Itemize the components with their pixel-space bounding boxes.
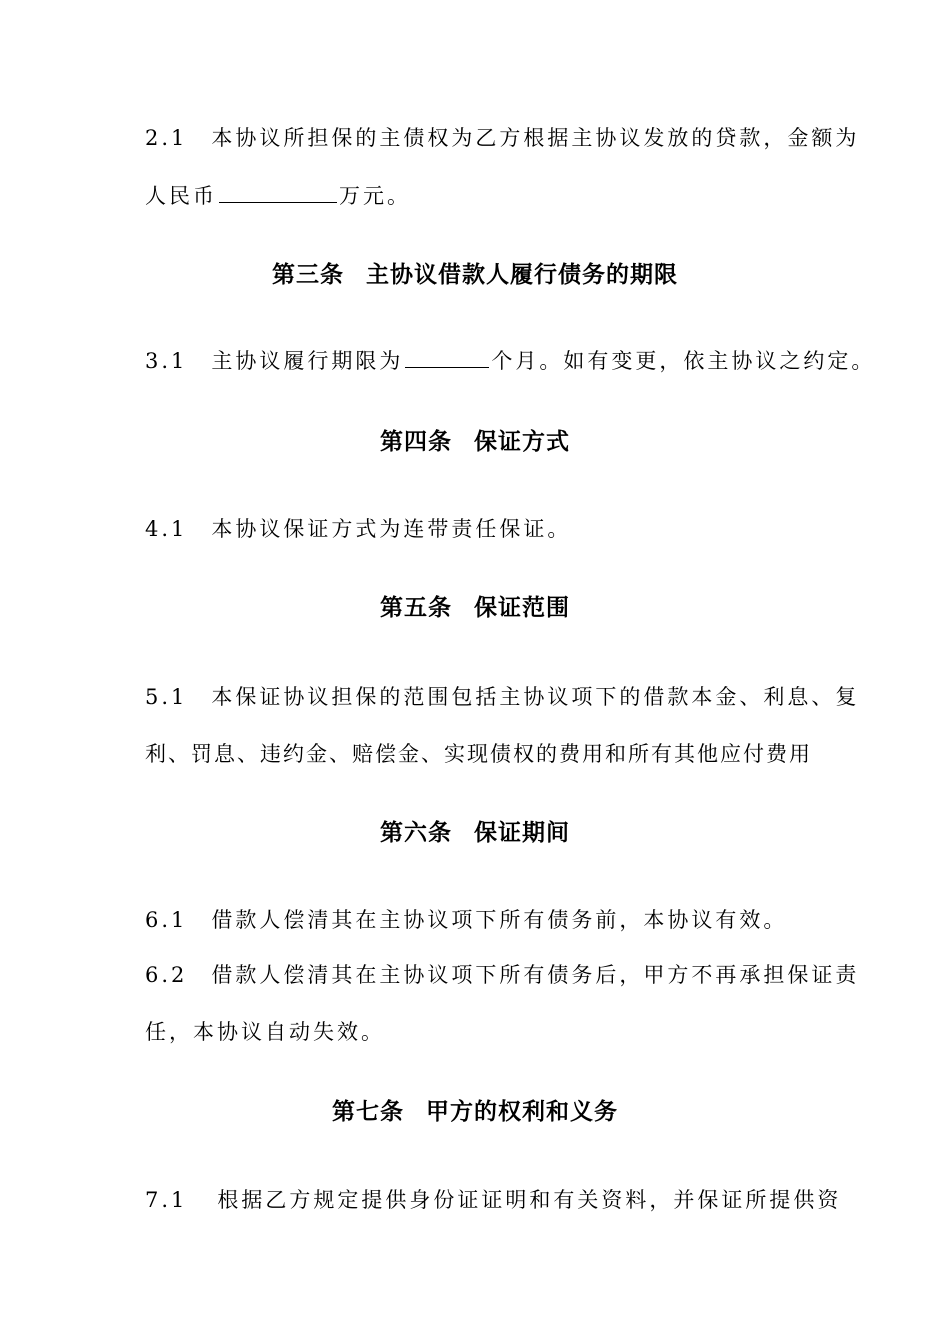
clause-text: 借款人偿清其在主协议项下所有债务后，甲方不再承担保证责	[211, 963, 860, 987]
clause-4-1	[145, 515, 825, 543]
article-6-heading	[0, 818, 950, 848]
clause-number: 5.1	[145, 685, 188, 709]
clause-text: 万元。	[339, 184, 411, 208]
article-number: 第六条	[380, 820, 452, 846]
clause-text: 本保证协议担保的范围包括主协议项下的借款本金、利息、复	[211, 685, 860, 709]
article-title: 保证范围	[474, 595, 570, 621]
clause-6-2-line-1	[145, 961, 860, 989]
article-number: 第七条	[332, 1099, 404, 1125]
clause-number: 3.1	[145, 349, 188, 373]
clause-6-1	[145, 906, 825, 934]
article-number: 第三条	[272, 262, 344, 288]
article-title: 甲方的权利和义务	[426, 1099, 618, 1125]
clause-text: 本协议保证方式为连带责任保证。	[211, 517, 572, 541]
clause-number: 7.1	[145, 1188, 188, 1212]
amount-blank	[219, 182, 337, 203]
clause-text: 个月。如有变更，依主协议之约定。	[491, 349, 876, 373]
clause-3-1	[145, 347, 876, 375]
article-4-heading	[0, 427, 950, 457]
clause-2-1-line-1	[145, 124, 860, 152]
clause-7-1	[145, 1186, 842, 1214]
term-blank	[405, 347, 489, 368]
article-5-heading	[0, 593, 950, 623]
article-title: 保证期间	[474, 820, 570, 846]
clause-number: 4.1	[145, 517, 188, 541]
article-number: 第四条	[380, 429, 452, 455]
clause-text: 借款人偿清其在主协议项下所有债务前，本协议有效。	[211, 908, 788, 932]
article-3-heading	[0, 260, 950, 290]
article-7-heading	[0, 1097, 950, 1127]
clause-text: 利、罚息、违约金、赔偿金、实现债权的费用和所有其他应付费用	[145, 742, 812, 766]
article-title: 主协议借款人履行债务的期限	[366, 262, 678, 288]
clause-text: 主协议履行期限为	[211, 349, 404, 373]
clause-text: 本协议所担保的主债权为乙方根据主协议发放的贷款，金额为	[211, 126, 860, 150]
clause-text: 人民币	[145, 184, 217, 208]
clause-number: 6.2	[145, 963, 188, 987]
clause-2-1-line-2	[145, 182, 825, 210]
clause-6-2-line-2	[145, 1018, 825, 1046]
clause-number: 6.1	[145, 908, 188, 932]
clause-text: 根据乙方规定提供身份证证明和有关资料，并保证所提供资	[217, 1188, 842, 1212]
clause-text: 任，本协议自动失效。	[145, 1020, 385, 1044]
clause-number: 2.1	[145, 126, 188, 150]
clause-5-1-line-1	[145, 683, 860, 711]
clause-5-1-line-2	[145, 740, 825, 768]
article-number: 第五条	[380, 595, 452, 621]
article-title: 保证方式	[474, 429, 570, 455]
